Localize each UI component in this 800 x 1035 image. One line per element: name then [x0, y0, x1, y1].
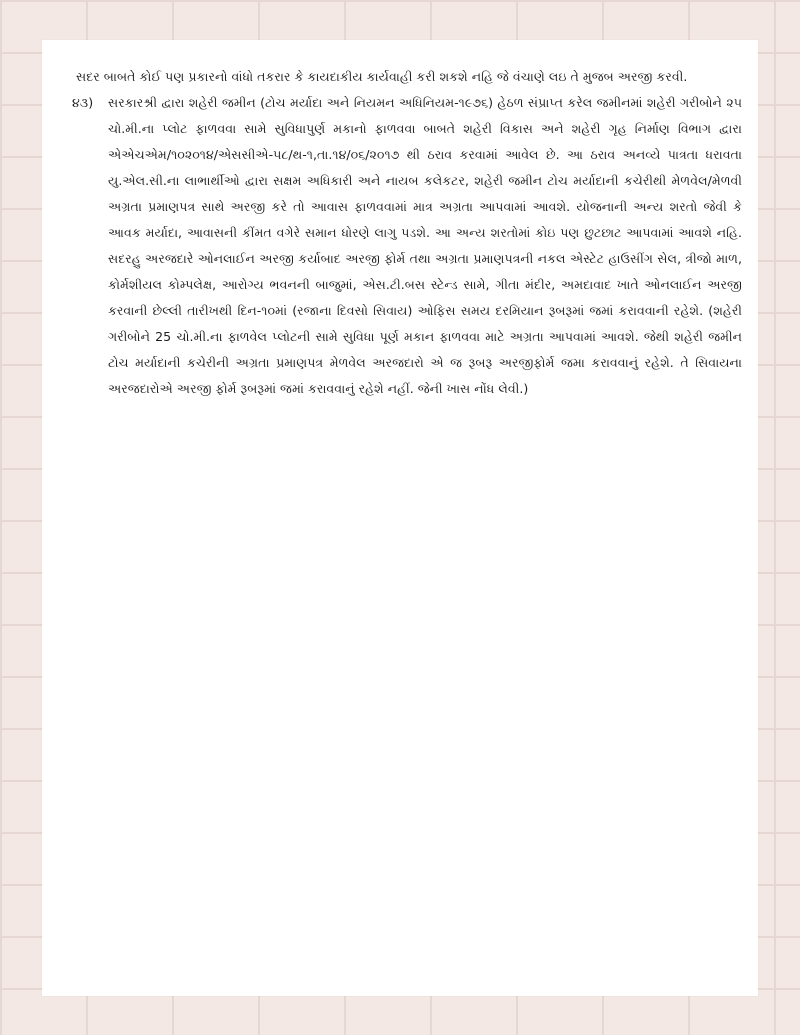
document-page: [42, 40, 758, 996]
item-number: ૪૩): [72, 95, 94, 110]
item-text: સરકારશ્રી દ્વારા શહેરી જમીન (ટોચ મર્યાદા અને નિયમન અધિનિયમ-૧૯૭૬) હેઠળ સંપ્રાપ્ત કરેલ જમીનમાં શહેરી ગરીબોને ૨૫ ચો.મી.ના પ્લોટ ફાળવવા સામે સુવિધાપુર્ણ મકાનો ફાળવવા બાબતે શહેરી વિકાસ અને શહેરી ગૃહ નિર્માણ વિભાગ દ્વારા એએચએમ/૧૦૨૦૧૪/એસસીએ-૫૮/થ-૧,તા.૧૪/૦૬/૨૦૧૭ થી ઠરાવ કરવામાં આવેલ છે. આ ઠરાવ અનવ્યે પાત્રતા ધરાવતા યુ.એલ.સી.ના લાભાર્થીઓ દ્વારા સક્ષમ અધિકારી અને નાયબ કલેકટર, શહેરી જમીન ટોચ મર્યાદાની કચેરીથી મેળવેલ/મેળવી અગ્રતા પ્રમાણપત્ર સાથે અરજી કરે તો આવાસ ફાળવવામાં માત્ર અગ્રતા આપવામાં આવશે. યોજનાની અન્ય શરતો જેવી કે આવક મર્યાદા, આવાસની કીંમત વગેરે સમાન ધોરણે લાગુ પડશે. આ અન્ય શરતોમાં કોઇ પણ છુટછાટ આપવામાં આવશે નહિ. સદરહુ અરજદારે ઓનલાઈન અરજી કર્યાબાદ અરજી ફોર્મ તથા અગ્રતા પ્રમાણપત્રની નકલ એસ્ટેટ હાઉસીંગ સેલ, ત્રીજો માળ, કોર્મશીયલ કોમ્પલેક્ષ, આરોગ્ય ભવનની બાજુમાં, એસ.ટી.બસ સ્ટેન્ડ સામે, ગીતા મંદીર, અમદાવાદ ખાતે ઓનલાઈન અરજી કરવાની છેલ્લી તારીખથી દિન-૧૦માં (રજાના દિવસો સિવાય) ઓફિસ સમય દરમિયાન રૂબરૂમાં જમાં કરાવવાની રહેશે. (શહેરી ગરીબોને 25 ચો.મી.ના ફાળવેલ પ્લોટની સામે સુવિધા પૂર્ણ મકાન ફાળવવા માટે અગ્રતા આપવામાં આવશે. જેથી શહેરી જમીન ટોચ મર્યાદાની કચેરીની અગ્રતા પ્રમાણપત્ર મેળવેલ અરજદારો એ જ રૂબરૂ અરજીફોર્મ જમા કરાવવાનું રહેશે. તે સિવાયના અરજદારોએ અરજી ફોર્મ રૂબરૂમાં જમાં કરાવવાનું રહેશે નહીં. જેની ખાસ નોંધ લેવી.): [108, 95, 742, 396]
document-content: [72, 64, 742, 402]
list-item-43: [72, 90, 742, 402]
intro-paragraph: સદર બાબતે કોઈ પણ પ્રકારનો વાંધો તકરાર કે કાયદાકીય કાર્યવાહી કરી શકશે નહિ જે વંચાણે લઇ તે મુજબ અરજી કરવી.: [76, 69, 688, 84]
